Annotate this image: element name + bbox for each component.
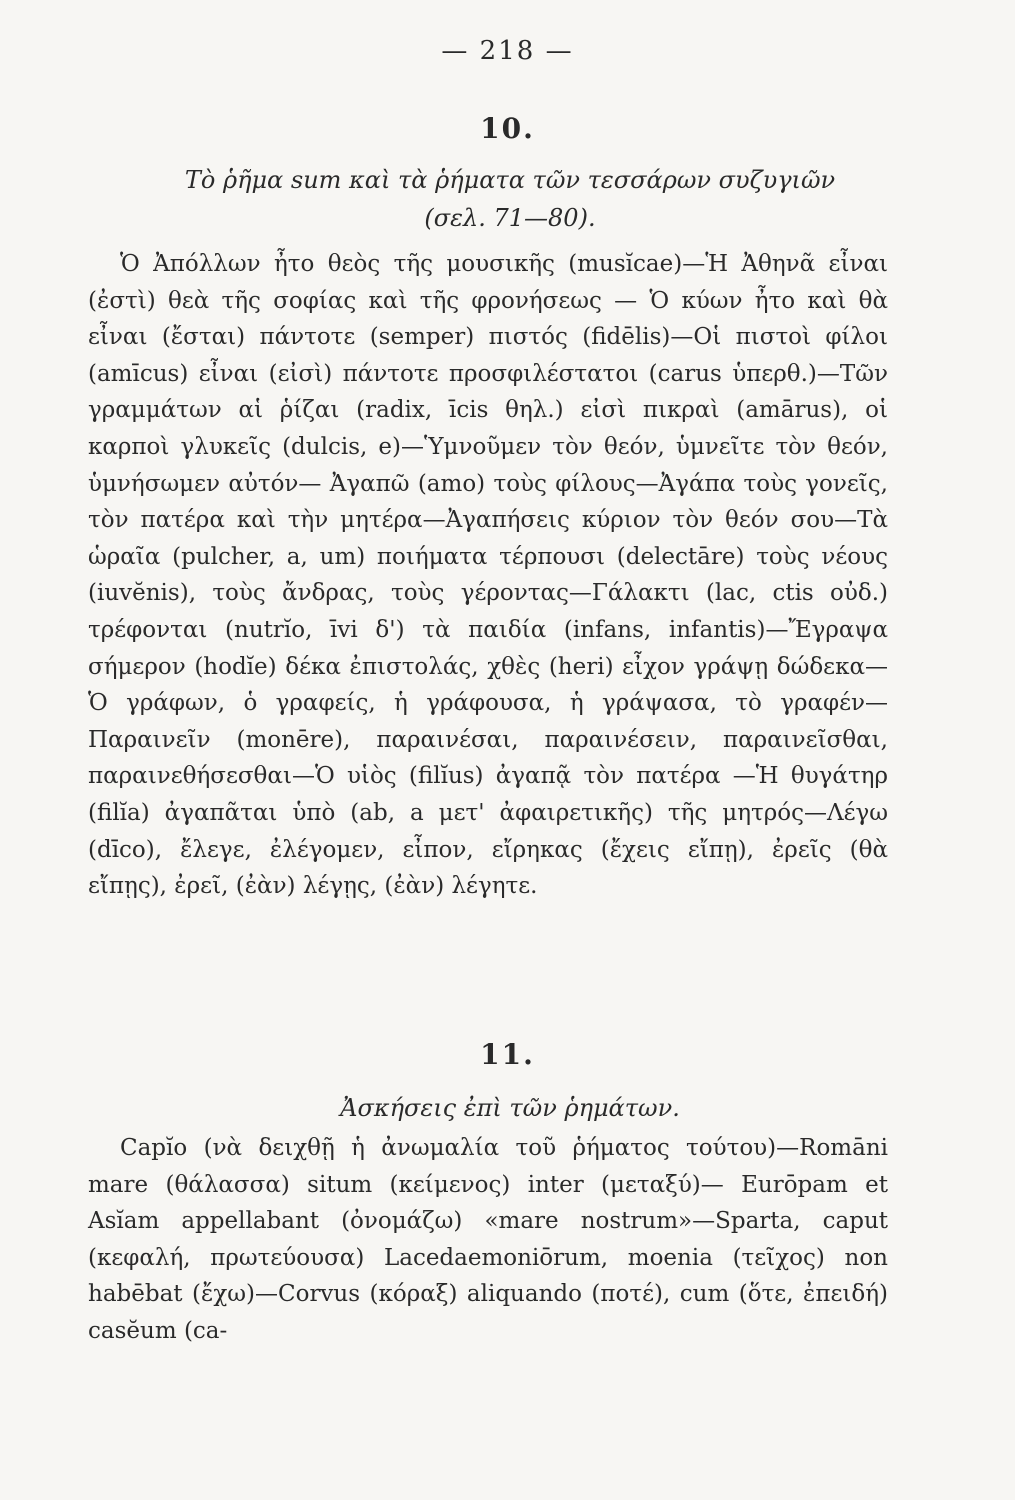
section-10-number: 10. xyxy=(480,112,535,145)
section-10-title-line1: Τὸ ῥῆμα sum καὶ τὰ ῥήματα τῶν τεσσάρων συζυγιῶν xyxy=(184,166,836,194)
section-11-paragraph: Capĭo (νὰ δειχθῇ ἡ ἀνωμαλία τοῦ ῥήματος τούτου)—Romāni mare (θάλασσα) situm (κείμενος) inter (μεταξύ)— Eurōpam et Asĭam appellabant (ὀνομάζω) «mare nostrum»—Sparta, caput (κεφαλή, πρωτεύουσα) Lacedaemoniōrum, moenia (τεῖχος) non habēbat (ἔχω)—Corvus (κόραξ) aliquando (ποτέ), cum (ὅτε, ἐπειδή) casĕum (ca- xyxy=(88,1135,888,1344)
section-11-number: 11. xyxy=(480,1038,535,1071)
section-10-paragraph: Ὁ Ἀπόλλων ἦτο θεὸς τῆς μουσικῆς (musĭcae)—Ἡ Ἀθηνᾶ εἶναι (ἐστὶ) θεὰ τῆς σοφίας καὶ τῆς φρονήσεως — Ὁ κύων ἦτο καὶ θὰ εἶναι (ἔσται) πάντοτε (semper) πιστός (fidēlis)—Οἱ πιστοὶ φίλοι (amīcus) εἶναι (εἰσὶ) πάντοτε προσφιλέστατοι (carus ὑπερθ.)—Τῶν γραμμάτων αἱ ῥίζαι (radix, īcis θηλ.) εἰσὶ πικραὶ (amārus), οἱ καρποὶ γλυκεῖς (dulcis, e)—Ὑμνοῦμεν τὸν θεόν, ὑμνεῖτε τὸν θεόν, ὑμνήσωμεν αὐτόν— Ἀγαπῶ (amo) τοὺς φίλους—Ἀγάπα τοὺς γονεῖς, τὸν πατέρα καὶ τὴν μητέρα—Ἀγαπήσεις κύριον τὸν θεόν σου—Τὰ ὡραῖα (pulcher, a, um) ποιήματα τέρπουσι (delectāre) τοὺς νέους (iuvĕnis), τοὺς ἄνδρας, τοὺς γέροντας—Γάλακτι (lac, ctis οὐδ.) τρέφονται (nutrĭo, īvi δ') τὰ παιδία (infans, infantis)—Ἔγραψα σήμερον (hodĭe) δέκα ἐπιστολάς, χθὲς (heri) εἶχον γράψῃ δώδεκα—Ὁ γράφων, ὁ γραφείς, ἡ γράφουσα, ἡ γράψασα, τὸ γραφέν—Παραινεῖν (monēre), παραινέσαι, παραινέσειν, παραινεῖσθαι, παραινεθήσεσθαι—Ὁ υἱὸς (filĭus) ἀγαπᾷ τὸν πατέρα —Ἡ θυγάτηρ (filĭa) ἀγαπᾶται ὑπὸ (ab, a μετ' ἀφαιρετικῆς) τῆς μητρός—Λέγω (dīco), ἔλεγε, ἐλέγομεν, εἶπον, εἴρηκας (ἔχεις εἴπῃ), ἐρεῖς (θὰ εἴπῃς), ἐρεῖ, (ἐὰν) λέγῃς, (ἐὰν) λέγητε. xyxy=(88,251,888,900)
section-11-title: Ἀσκήσεις ἐπὶ τῶν ῥημάτων. xyxy=(340,1094,680,1122)
page-number: — 218 — xyxy=(441,36,574,66)
section-10-title-line2: (σελ. 71—80). xyxy=(424,204,596,232)
